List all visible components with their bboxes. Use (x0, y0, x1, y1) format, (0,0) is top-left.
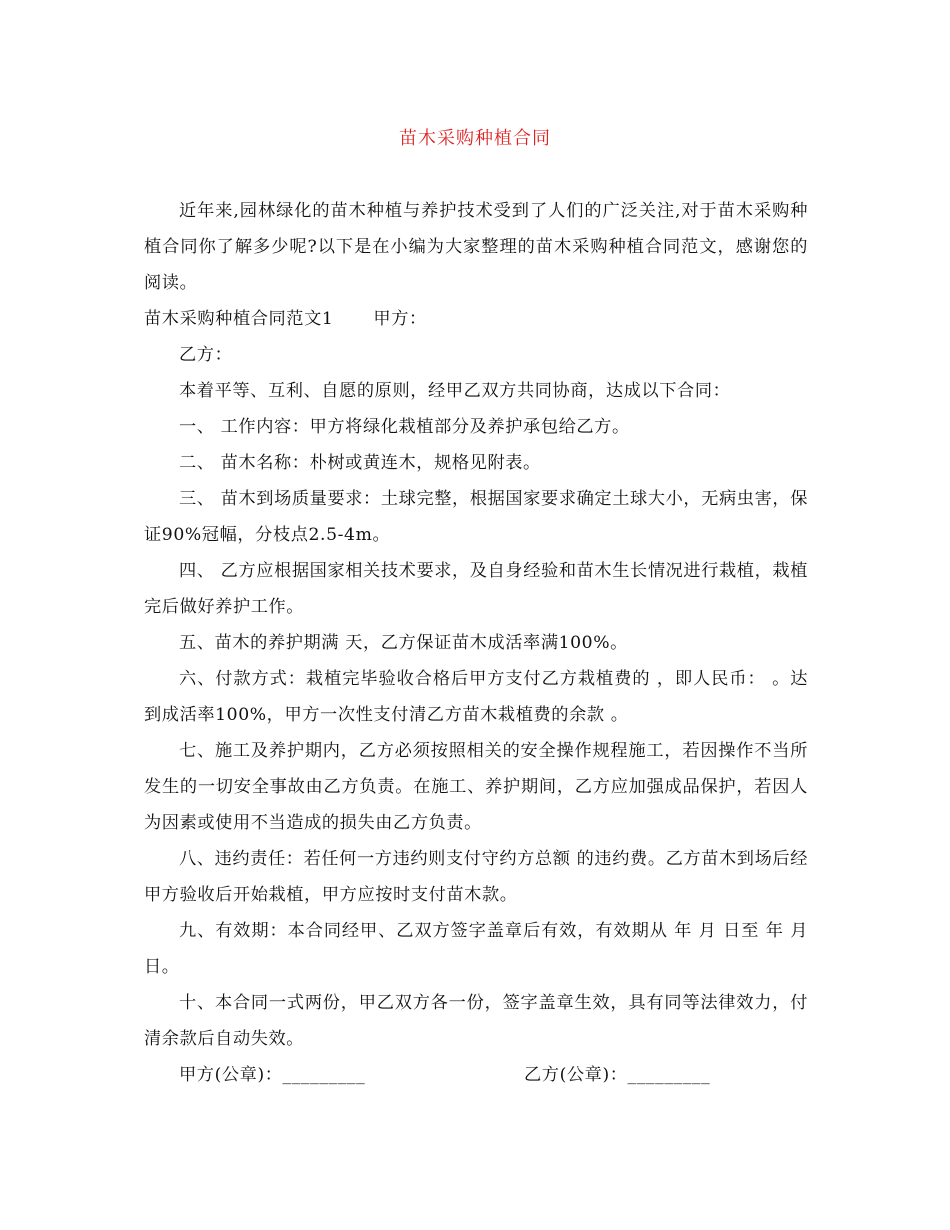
signature-party-b: 乙方(公章)：_________ (524, 1065, 711, 1085)
intro-paragraph: 近年来,园林绿化的苗木种植与养护技术受到了人们的广泛关注,对于苗木采购种植合同你了解多少呢?以下是在小编为大家整理的苗木采购种植合同范文，感谢您的阅读。 (144, 201, 808, 293)
clause-6: 六、付款方式：栽植完毕验收合格后甲方支付乙方栽植费的 ，即人民币： 。达到成活率100%，甲方一次性支付清乙方苗木栽植费的余款 。 (144, 669, 808, 725)
preamble-paragraph: 本着平等、互利、自愿的原则，经甲乙双方共同协商，达成以下合同： (179, 381, 731, 401)
clause-10: 十、本合同一式两份，甲乙双方各一份，签字盖章生效，具有同等法律效力，付清余款后自动失效。 (144, 993, 808, 1049)
clause-8: 八、违约责任：若任何一方违约则支付守约方总额 的违约费。乙方苗木到场后经甲方验收后开始栽植，甲方应按时支付苗木款。 (144, 849, 808, 905)
document-body (144, 193, 808, 1093)
clause-5: 五、苗木的养护期满 天，乙方保证苗木成活率满100%。 (179, 633, 628, 653)
clause-2: 二、 苗木名称：朴树或黄连木，规格见附表。 (179, 453, 541, 473)
clause-3: 三、 苗木到场质量要求：土球完整，根据国家要求确定土球大小，无病虫害，保证90%冠幅，分枝点2.5-4m。 (144, 489, 808, 545)
clause-1: 一、 工作内容：甲方将绿化栽植部分及养护承包给乙方。 (179, 417, 630, 437)
clause-7: 七、施工及养护期内，乙方必须按照相关的安全操作规程施工，若因操作不当所发生的一切安全事故由乙方负责。在施工、养护期间，乙方应加强成品保护，若因人为因素或使用不当造成的损失由乙方负责。 (144, 741, 808, 833)
document-title: 苗木采购种植合同 (399, 128, 551, 149)
signature-row (144, 1057, 808, 1093)
contract-heading-line (144, 301, 808, 337)
clause-9: 九、有效期：本合同经甲、乙双方签字盖章后有效，有效期从 年 月 日至 年 月 日。 (144, 921, 808, 977)
contract-heading: 苗木采购种植合同范文1 (144, 309, 334, 329)
signature-party-a: 甲方(公章)：_________ (179, 1065, 366, 1085)
party-b-label: 乙方： (179, 345, 233, 365)
clause-4: 四、 乙方应根据国家相关技术要求，及自身经验和苗木生长情况进行栽植，栽植完后做好养护工作。 (144, 561, 808, 617)
party-a-label: 甲方： (373, 309, 427, 329)
